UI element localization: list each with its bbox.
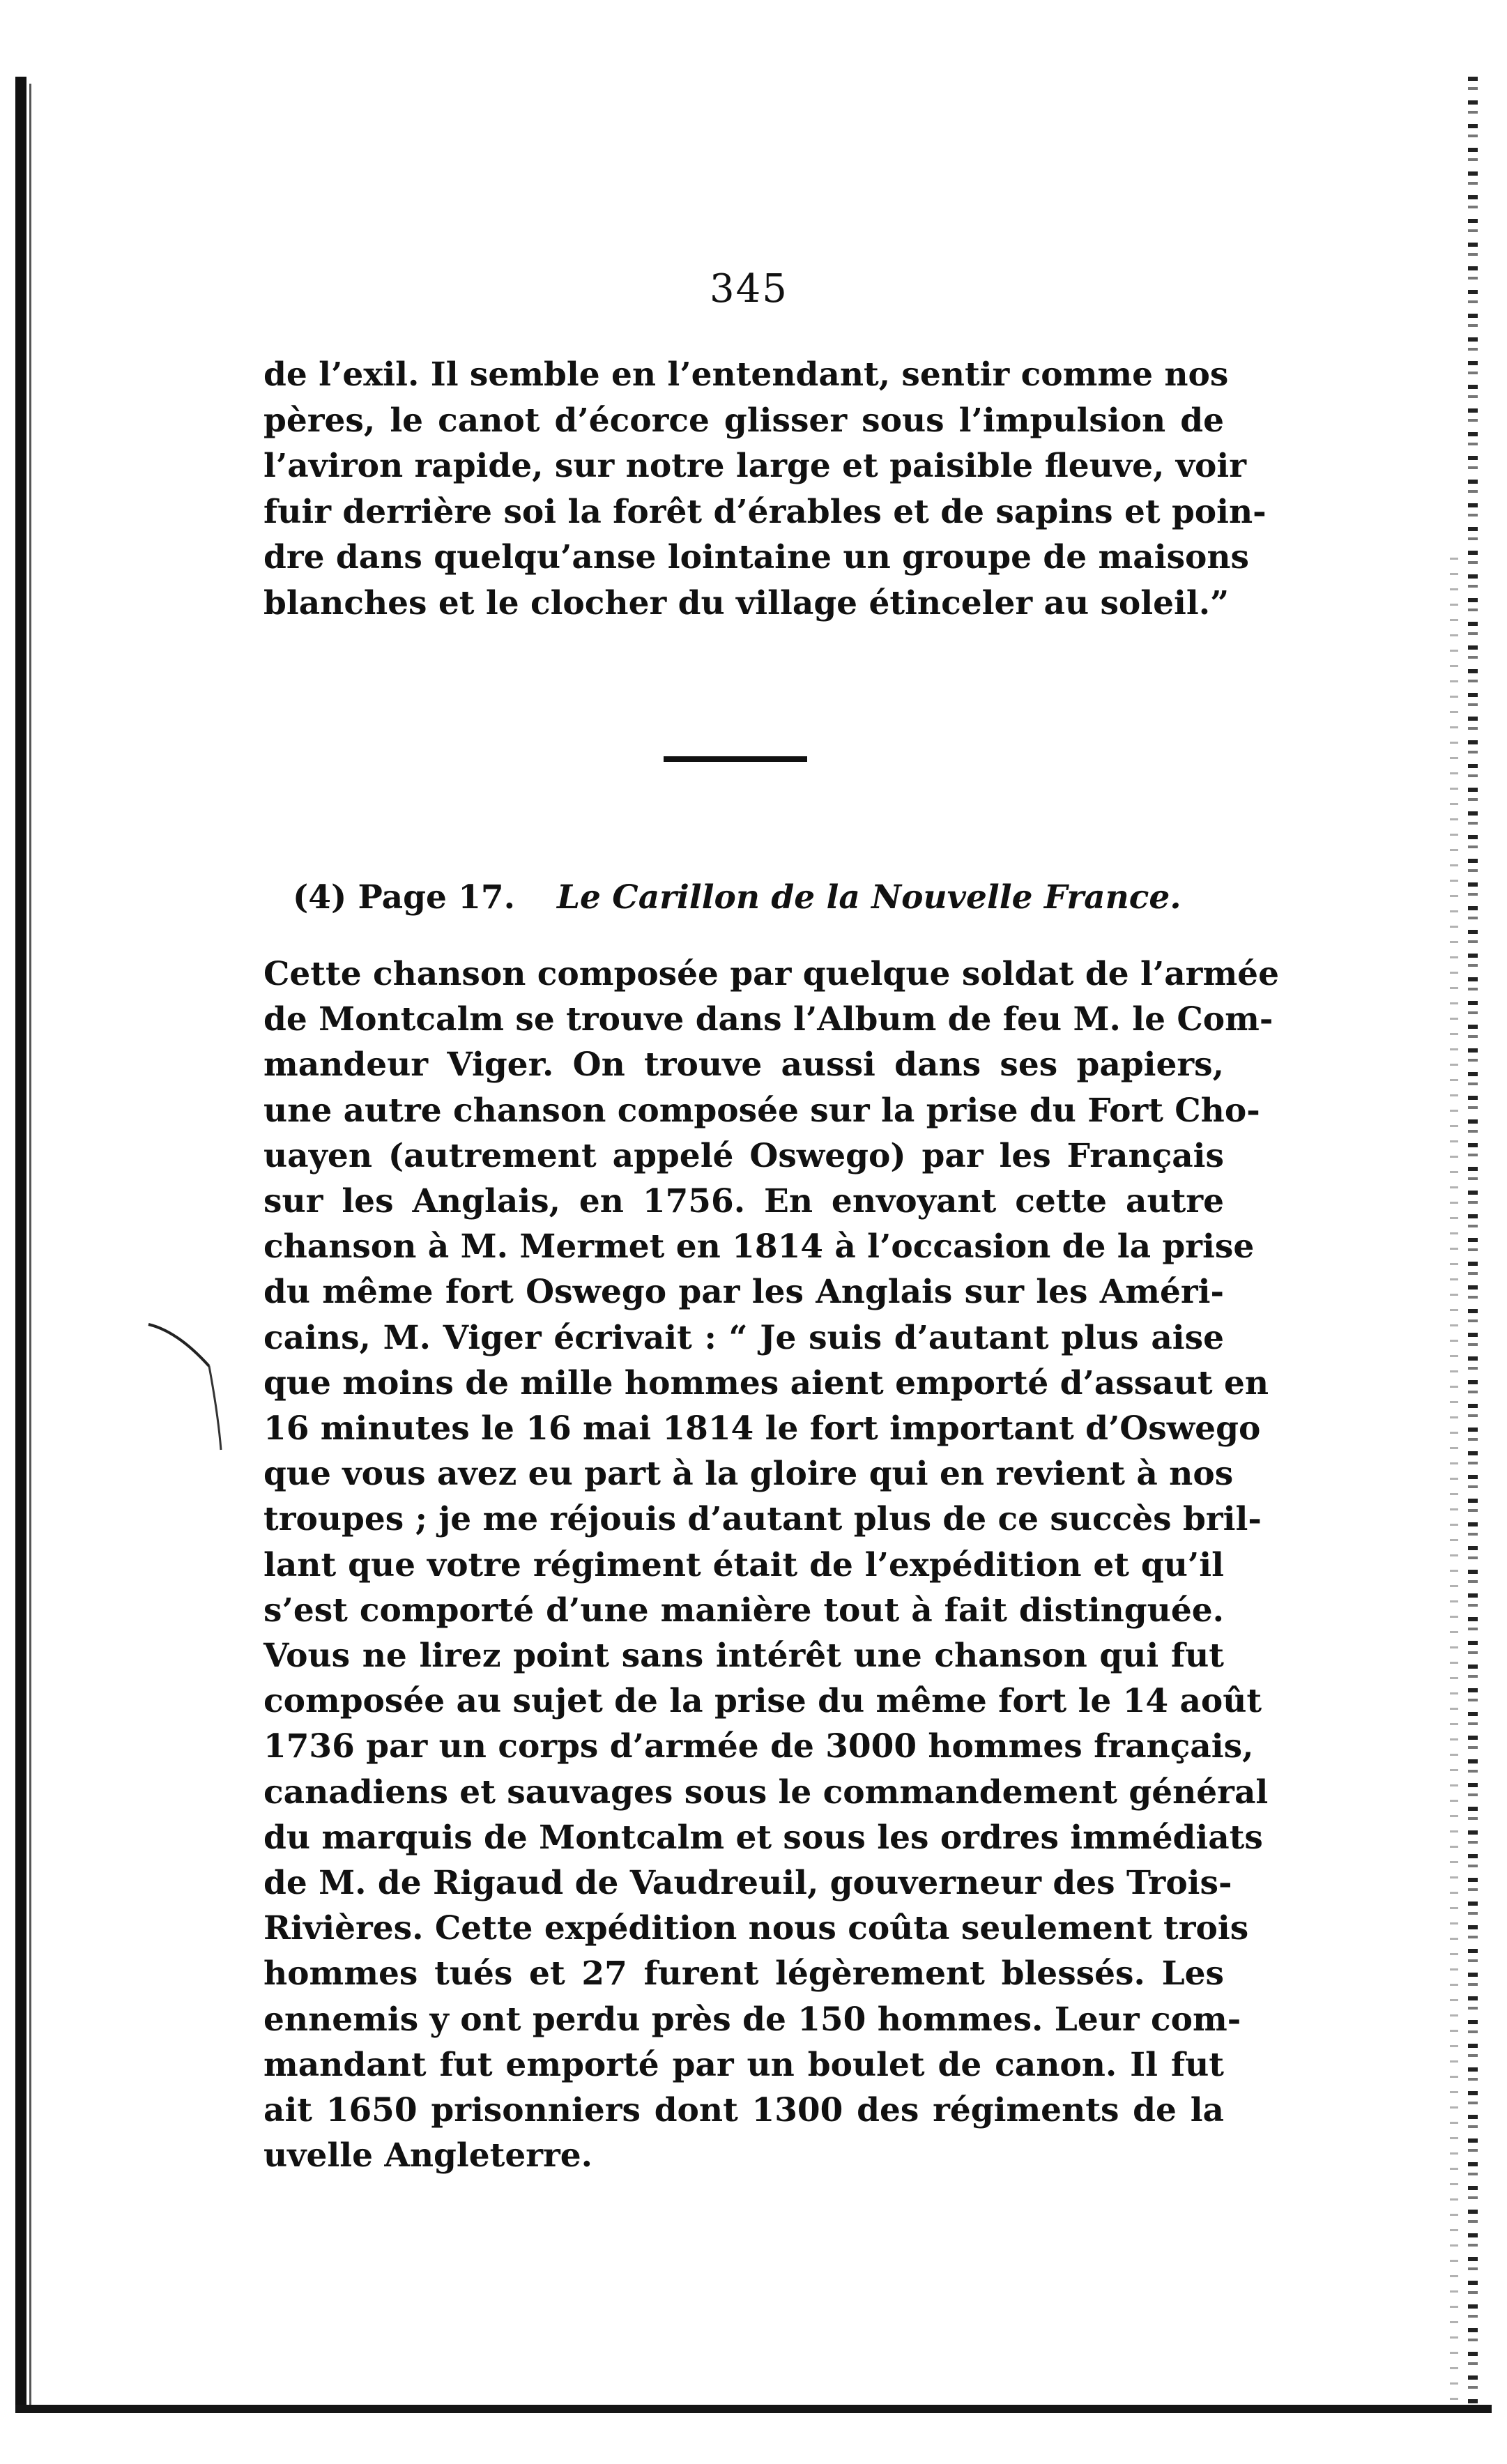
text-line: une autre chanson composée sur la prise du Fort Cho-	[263, 1091, 1260, 1130]
text-line: hommes tués et 27 furent légèrement blessés. Les	[263, 1954, 1224, 1994]
text-line: uayen (autrement appelé Oswego) par les Français	[263, 1136, 1224, 1175]
text-line: canadiens et sauvages sous le commandement général	[263, 1773, 1269, 1812]
text-line: uvelle Angleterre.	[263, 2136, 593, 2175]
text-line: s’est comporté d’une manière tout à fait distinguée.	[263, 1591, 1224, 1630]
text-line: du marquis de Montcalm et sous les ordres immédiats	[263, 1818, 1263, 1857]
text-line: dre dans quelqu’anse lointaine un groupe de maisons	[263, 538, 1250, 577]
text-line: de l’exil. Il semble en l’entendant, sentir comme nos	[263, 355, 1229, 394]
text-line: de M. de Rigaud de Vaudreuil, gouverneur des Trois-	[263, 1864, 1232, 1903]
note-paragraph	[263, 951, 1279, 2178]
text-line: que vous avez eu part à la gloire qui en revient à nos	[263, 1455, 1234, 1494]
text-line: Cette chanson composée par quelque soldat de l’armée	[263, 955, 1279, 993]
text-line: fuir derrière soi la forêt d’érables et de sapins et poin-	[263, 492, 1267, 531]
text-line: de Montcalm se trouve dans l’Album de feu M. le Com-	[263, 1000, 1273, 1039]
note-heading	[293, 875, 1227, 921]
text-line: sur les Anglais, en 1756. En envoyant cette autre	[263, 1182, 1224, 1221]
page-number: 345	[710, 266, 788, 312]
text-line: Vous ne lirez point sans intérêt une chanson qui fut	[263, 1637, 1224, 1676]
text-line: l’aviron rapide, sur notre large et paisible fleuve, voir	[263, 447, 1247, 486]
text-line: mandeur Viger. On trouve aussi dans ses papiers,	[263, 1046, 1224, 1085]
note-title: Le Carillon de la Nouvelle France.	[556, 878, 1181, 917]
binding-shadow-left	[15, 77, 26, 2408]
text-line: ait 1650 prisonniers dont 1300 des régiments de la	[263, 2091, 1224, 2130]
margin-pen-mark	[143, 1310, 227, 1464]
text-line: cains, M. Viger écrivait : “ Je suis d’autant plus aise	[263, 1318, 1224, 1357]
text-line: du même fort Oswego par les Anglais sur les Améri-	[263, 1273, 1224, 1312]
scan-edge-right	[1468, 77, 1478, 2412]
text-line: blanches et le clocher du village étinceler au soleil.”	[263, 583, 1230, 622]
text-line: pères, le canot d’écorce glisser sous l’impulsion de	[263, 401, 1224, 440]
scan-noise-right	[1450, 558, 1458, 2405]
text-line: que moins de mille hommes aient emporté d’assaut en	[263, 1363, 1269, 1402]
text-line: Rivières. Cette expédition nous coûta seulement trois	[263, 1909, 1249, 1948]
text-line: lant que votre régiment était de l’expédition et qu’il	[263, 1545, 1224, 1584]
binding-edge-left	[29, 84, 31, 2405]
text-line: 16 minutes le 16 mai 1814 le fort important d’Oswego	[263, 1409, 1261, 1448]
binding-shadow-bottom	[15, 2405, 1492, 2413]
text-line: 1736 par un corps d’armée de 3000 hommes français,	[263, 1727, 1254, 1766]
note-reference: (4) Page 17.	[293, 878, 515, 917]
text-line: composée au sujet de la prise du même fort le 14 août	[263, 1682, 1262, 1721]
text-line: ennemis y ont perdu près de 150 hommes. Leur com-	[263, 2000, 1241, 2039]
text-line: troupes ; je me réjouis d’autant plus de ce succès bril-	[263, 1500, 1262, 1539]
text-line: chanson à M. Mermet en 1814 à l’occasion de la prise	[263, 1227, 1255, 1267]
section-divider	[664, 756, 807, 762]
text-line: mandant fut emporté par un boulet de canon. Il fut	[263, 2045, 1224, 2084]
continuation-paragraph	[263, 352, 1267, 627]
